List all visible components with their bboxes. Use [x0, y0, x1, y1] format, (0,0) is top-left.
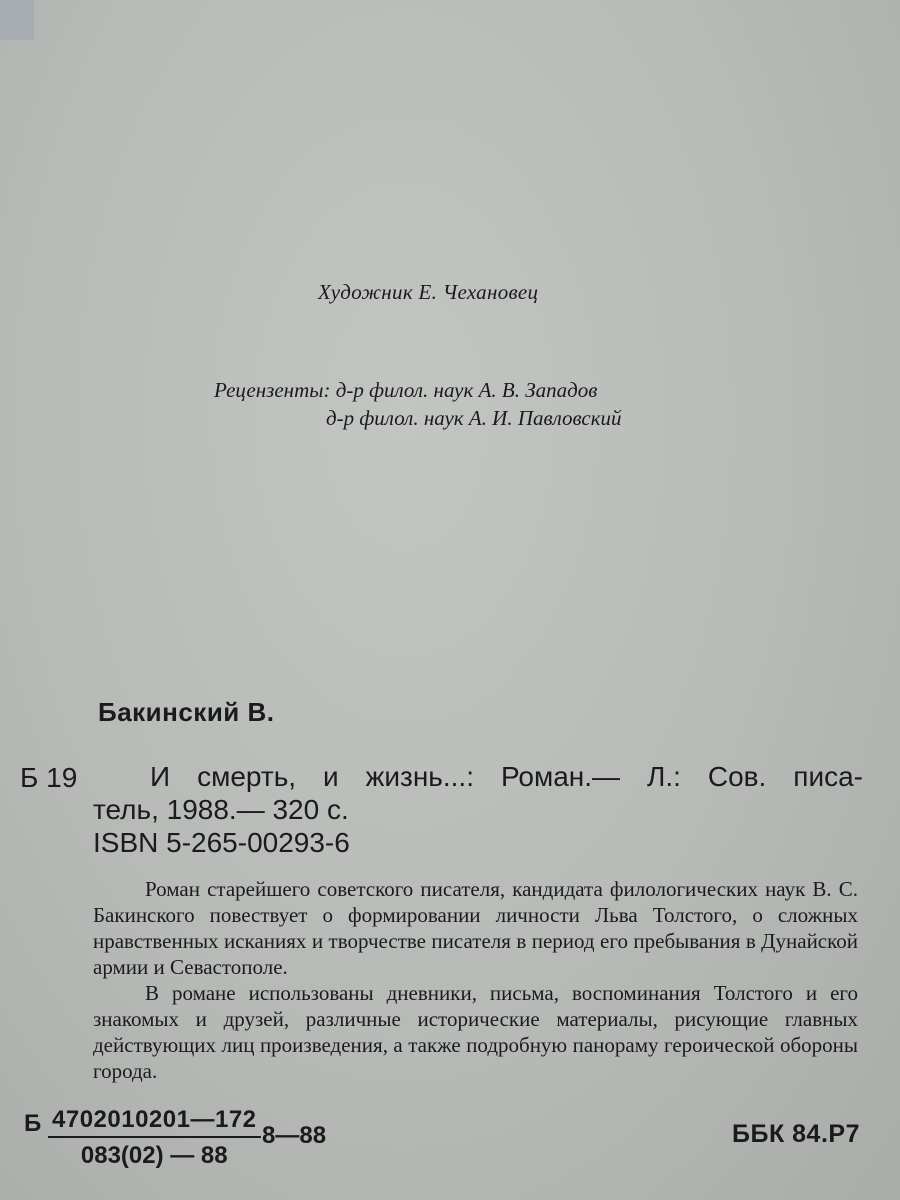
reviewers-block: [214, 376, 622, 432]
annotation-paragraph-1: Роман старейшего советского писателя, кандидата филологических наук В. С. Бакинского повествует о формировании личности Льва Толстого, о сложных нравственных исканиях и творчестве писателя в период его пребывания в Дунайской армии и Севастополе.: [93, 877, 858, 979]
author-name: Бакинский В.: [98, 697, 275, 727]
imprint-suffix: 8—88: [262, 1122, 327, 1149]
reviewer-line-1: Рецензенты: д-р филол. наук А. В. Западов: [214, 378, 598, 402]
artist-credit: Художник Е. Чехановец: [318, 280, 539, 304]
imprint-fraction: [48, 1106, 261, 1170]
corner-mark: [0, 0, 34, 40]
reviewer-line-2: д-р филол. наук А. И. Павловский: [326, 406, 622, 430]
annotation-paragraph-2: В романе использованы дневники, письма, воспоминания Толстого и его знакомых и друзей, различные исторические материалы, рисующие главных действующих лиц произведения, а также подробную панораму героической обороны города.: [93, 981, 858, 1083]
bbk-code: ББК 84.Р7: [732, 1120, 860, 1148]
imprint-letter: Б: [24, 1110, 42, 1137]
imprint-denominator: 083(02) — 88: [80, 1142, 228, 1169]
bibliographic-entry: [93, 760, 863, 859]
imprint-numerator: 4702010201—172: [48, 1106, 261, 1138]
annotation-block: [93, 876, 858, 1084]
catalog-code: Б 19: [20, 762, 78, 793]
entry-isbn: ISBN 5-265-00293-6: [93, 827, 350, 858]
entry-line-2: тель, 1988.— 320 с.: [93, 794, 349, 825]
entry-line-1: И смерть, и жизнь...: Роман.— Л.: Сов. писа-: [150, 761, 863, 792]
